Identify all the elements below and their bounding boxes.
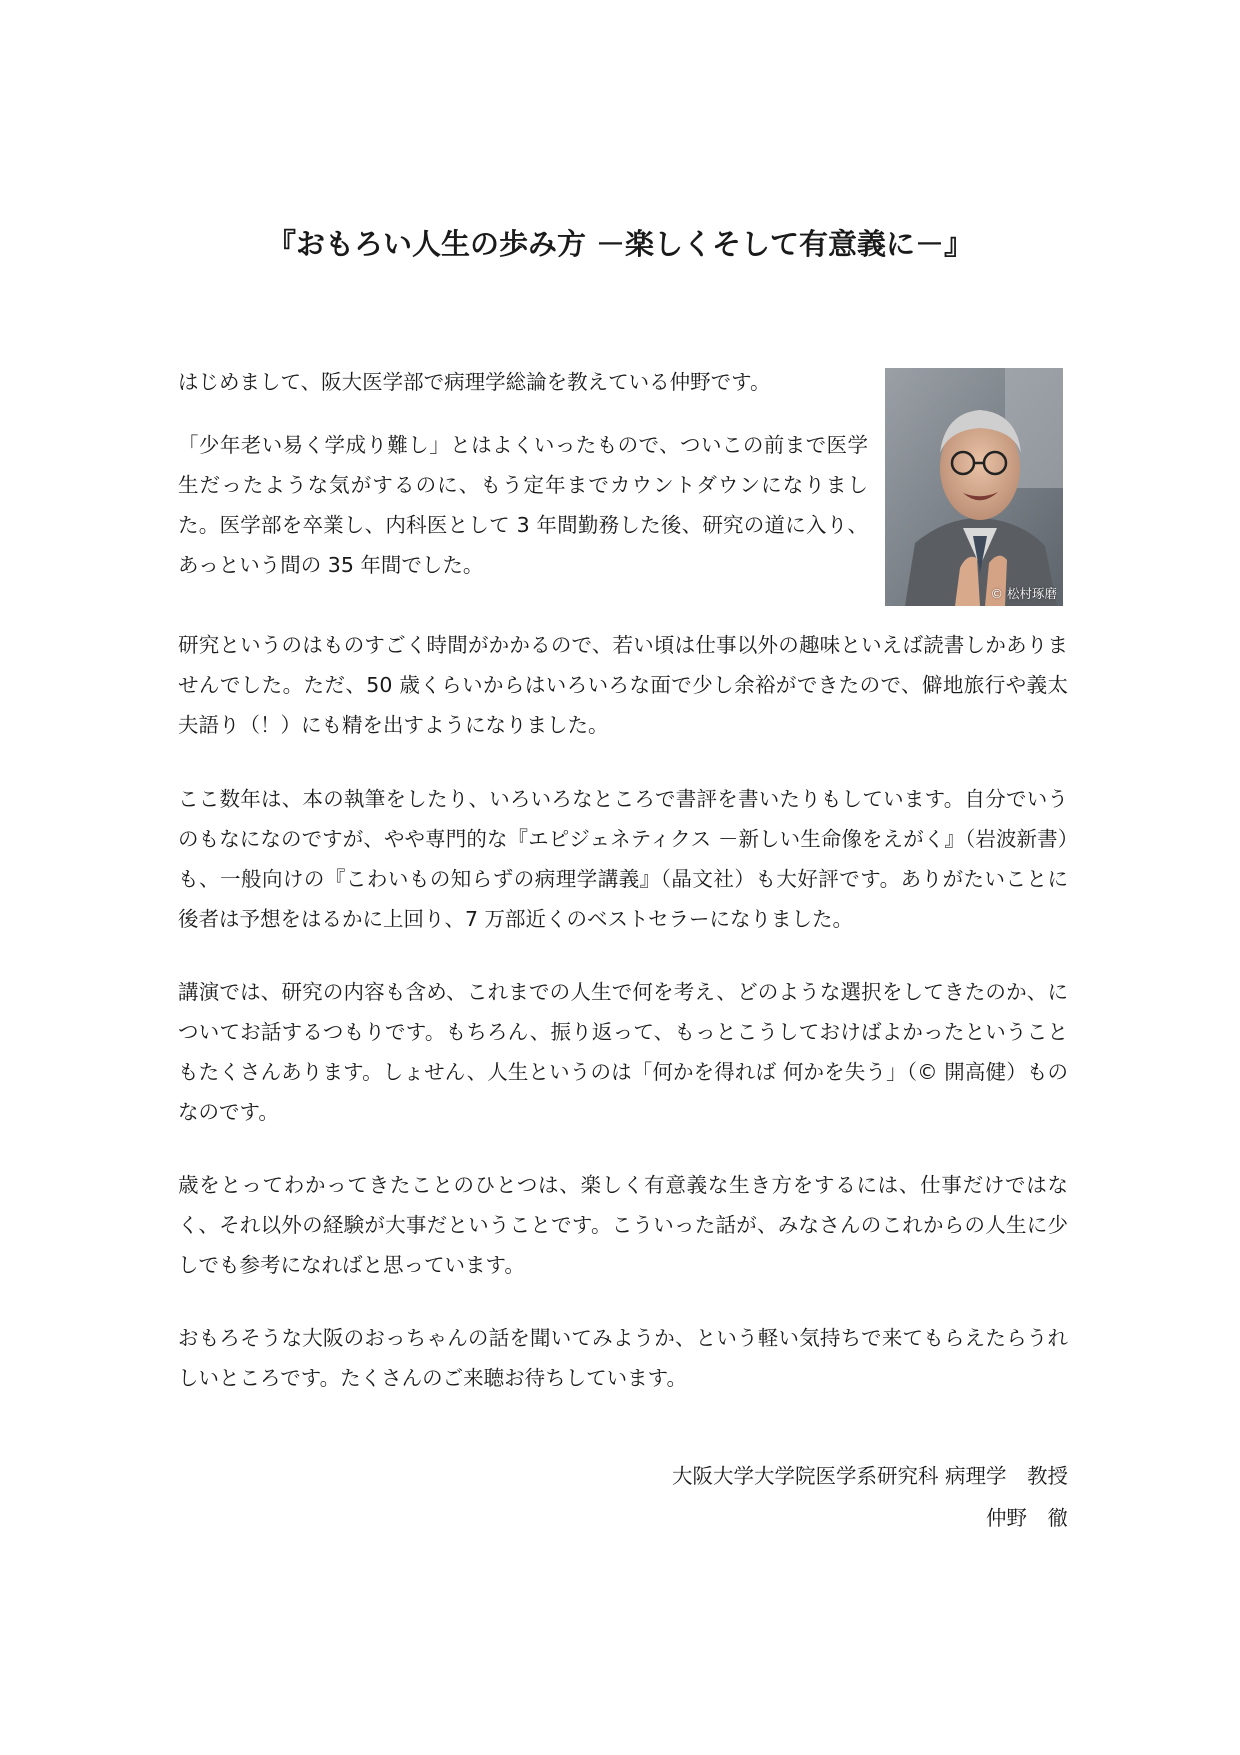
- author-portrait-illustration: [885, 368, 1063, 606]
- paragraph-lecture: 講演では、研究の内容も含め、これまでの人生で何を考え、どのような選択をしてきたのか、についてお話するつもりです。もちろん、振り返って、もっとこうしておけばよかったということもたくさんあります。しょせん、人生というのは「何かを得れば 何かを失う」（© 開高健）ものなのです。: [178, 980, 1068, 1124]
- paragraph-lesson: 歳をとってわかってきたことのひとつは、楽しく有意義な生き方をするには、仕事だけではなく、それ以外の経験が大事だということです。こういった話が、みなさんのこれからの人生に少しでも参考になればと思っています。: [178, 1173, 1068, 1277]
- paragraph-hobbies: 研究というのはものすごく時間がかかるので、若い頃は仕事以外の趣味といえば読書しかありませんでした。ただ、50 歳くらいからはいろいろな面で少し余裕ができたので、僻地旅行や義太夫語り（！）にも精を出すようになりました。: [178, 633, 1068, 737]
- paragraph-intro: はじめまして、阪大医学部で病理学総論を教えている仲野です。: [178, 370, 771, 394]
- photo-credit: © 松村琢磨: [990, 586, 1057, 601]
- page-title: 『おもろい人生の歩み方 －楽しくそして有意義に－』: [266, 227, 974, 261]
- author-photo: [885, 368, 1063, 606]
- paragraph-books: ここ数年は、本の執筆をしたり、いろいろなところで書評を書いたりもしています。自分でいうのもなになのですが、やや専門的な『エピジェネティクス －新しい生命像をえがく』（岩波新書）も、一般向けの『こわいもの知らずの病理学講義』（晶文社）も大好評です。ありがたいことに後者は予想をはるかに上回り、7 万部近くのベストセラーになりました。: [178, 787, 1068, 931]
- signature-name: 仲野 徹: [986, 1506, 1068, 1530]
- paragraph-career: 「少年老い易く学成り難し」とはよくいったもので、ついこの前まで医学生だったような気がするのに、もう定年までカウントダウンになりました。医学部を卒業し、内科医として 3 年間勤務した後、研究の道に入り、あっという間の 35 年間でした。: [178, 433, 868, 577]
- signature-affiliation: 大阪大学大学院医学系研究科 病理学 教授: [671, 1464, 1068, 1488]
- paragraph-invitation: おもろそうな大阪のおっちゃんの話を聞いてみようか、という軽い気持ちで来てもらえたらうれしいところです。たくさんのご来聴お待ちしています。: [178, 1326, 1068, 1390]
